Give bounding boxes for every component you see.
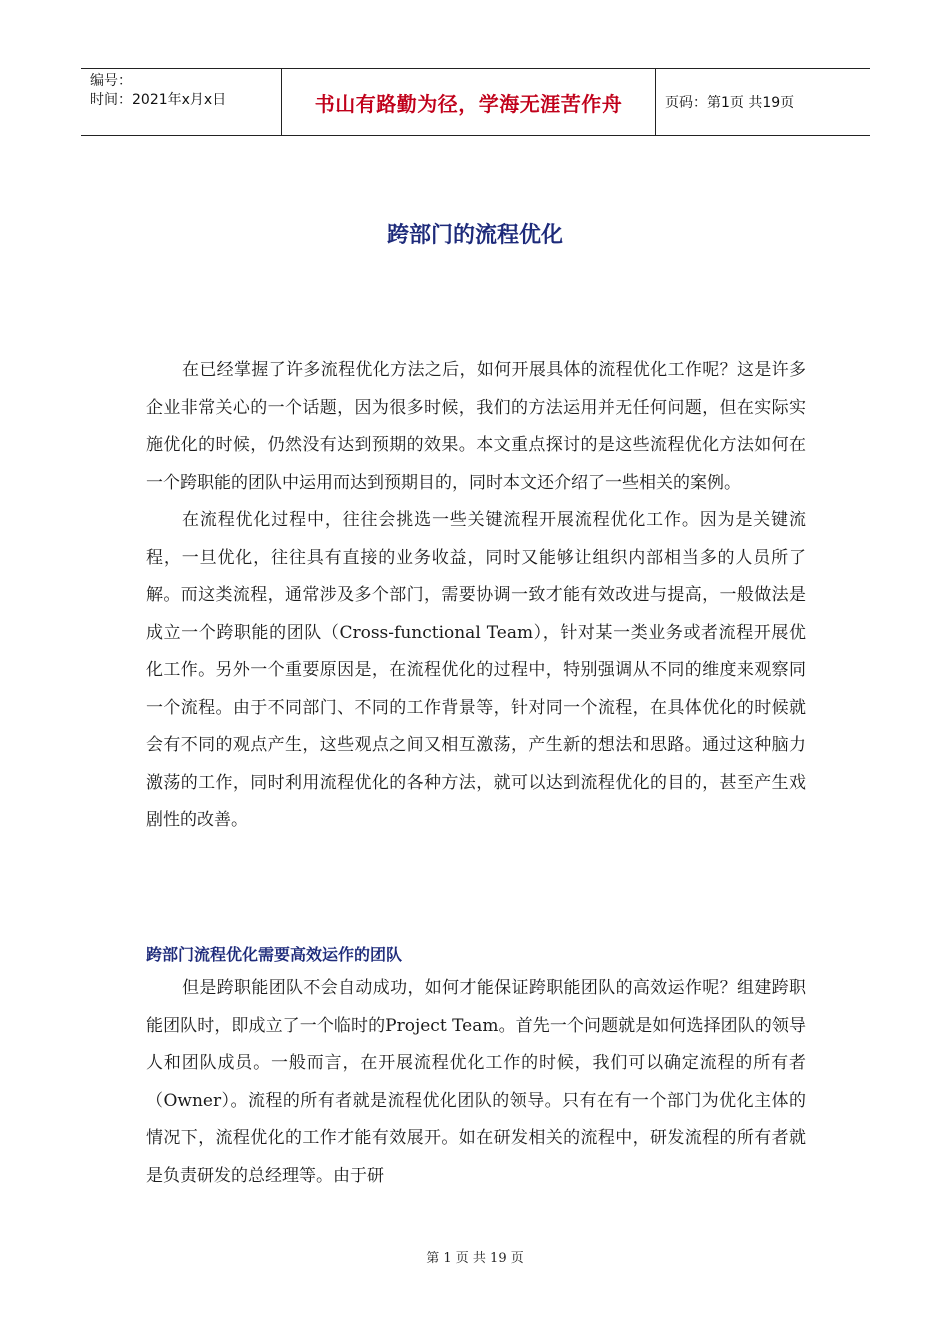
number-label: 编号：: [90, 73, 132, 89]
paragraph-1: 在已经掌握了许多流程优化方法之后，如何开展具体的流程优化工作呢？这是许多企业非常关心的一个话题，因为很多时候，我们的方法运用并无任何问题，但在实际实施优化的时候，仍然没有达到预期的效果。本文重点探讨的是这些流程优化方法如何在一个跨职能的团队中运用而达到预期目的，同时本文还介绍了一些相关的案例。: [146, 360, 806, 493]
section-paragraph-1: 但是跨职能团队不会自动成功，如何才能保证跨职能团队的高效运作呢？组建跨职能团队时，即成立了一个临时的Project Team。首先一个问题就是如何选择团队的领导人和团队成员。一般而言，在开展流程优化工作的时候，我们可以确定流程的所有者（Owner）。流程的所有者就是流程优化团队的领导。只有在有一个部门为优化主体的情况下，流程优化的工作才能有效展开。如在研发相关的流程中，研发流程的所有者就是负责研发的总经理等。由于研: [146, 978, 806, 1186]
header-motto-cell: [282, 69, 656, 135]
motto-text: 书山有路勤为径，学海无涯苦作舟: [314, 91, 623, 116]
header-page-cell: [656, 69, 870, 135]
page-info: 页码：第1页 共19页: [665, 95, 795, 111]
document-title: 跨部门的流程优化: [386, 223, 563, 248]
paragraph-2: 在流程优化过程中，往往会挑选一些关键流程开展流程优化工作。因为是关键流程，一旦优化，往往具有直接的业务收益，同时又能够让组织内部相当多的人员所了解。而这类流程，通常涉及多个部门，需要协调一致才能有效改进与提高，一般做法是成立一个跨职能的团队（Cross-functional Team），针对某一类业务或者流程开展优化工作。另外一个重要原因是，在流程优化的过程中，特别强调从不同的维度来观察同一个流程。由于不同部门、不同的工作背景等，针对同一个流程，在具体优化的时候就会有不同的观点产生，这些观点之间又相互激荡，产生新的想法和思路。通过这种脑力激荡的工作，同时利用流程优化的各种方法，就可以达到流程优化的目的，甚至产生戏剧性的改善。: [146, 510, 806, 830]
section-text-block: [146, 970, 806, 1195]
time-label: 时间：2021年x月x日: [90, 92, 227, 108]
header-meta-cell: [81, 69, 282, 135]
intro-text-block: [146, 352, 806, 840]
page-footer: 第 1 页 共 19 页: [426, 1251, 524, 1266]
header-table: [81, 68, 870, 136]
section-heading: 跨部门流程优化需要高效运作的团队: [146, 945, 403, 964]
